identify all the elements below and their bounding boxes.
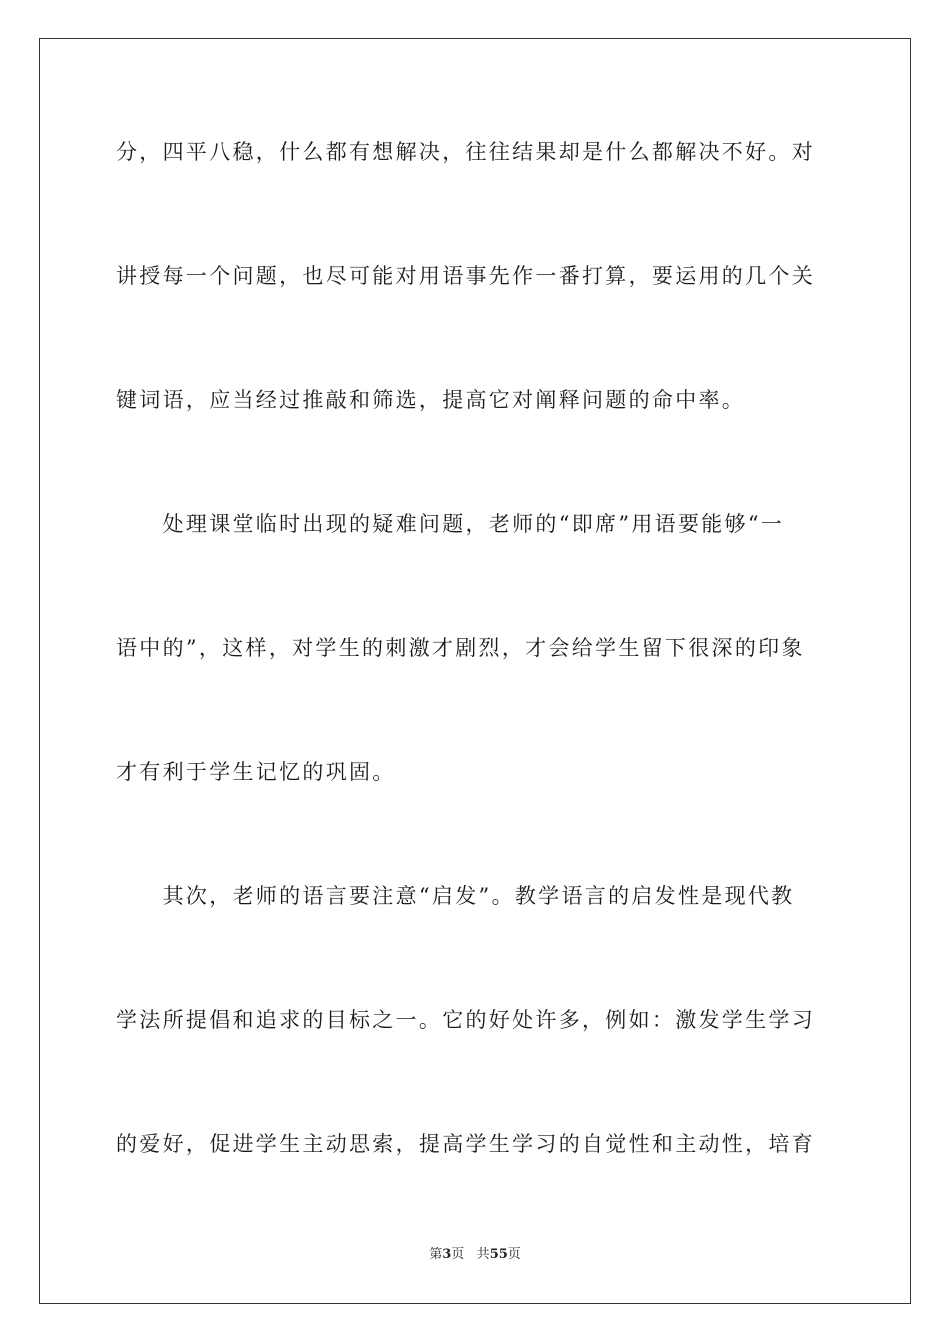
page-suffix: 页 [451, 1247, 465, 1262]
text-line: 键词语，应当经过推敲和筛选，提高它对阐释问题的命中率。 [116, 388, 746, 412]
text-line: 处理课堂临时出现的疑难问题，老师的“即席”用语要能够“一 [116, 512, 785, 536]
text-line: 分，四平八稳，什么都有想解决，往往结果却是什么都解决不好。对 [116, 140, 815, 164]
total-pages: 55 [489, 1247, 508, 1262]
total-prefix: 共 [476, 1247, 490, 1262]
text-line: 语中的”，这样，对学生的刺激才剧烈，才会给学生留下很深的印象 [116, 636, 805, 660]
page-frame [39, 38, 911, 1304]
total-suffix: 页 [507, 1247, 521, 1262]
text-line: 讲授每一个问题，也尽可能对用语事先作一番打算，要运用的几个关 [116, 264, 815, 288]
page-number: 3 [442, 1247, 452, 1262]
text-line: 的爱好，促进学生主动思索，提高学生学习的自觉性和主动性，培育 [116, 1132, 815, 1156]
page-footer [0, 1246, 950, 1264]
page-prefix: 第 [429, 1247, 443, 1262]
text-line: 其次，老师的语言要注意“启发”。教学语言的启发性是现代教 [116, 884, 795, 908]
text-line: 学法所提倡和追求的目标之一。它的好处许多，例如：激发学生学习 [116, 1008, 815, 1032]
text-line: 才有利于学生记忆的巩固。 [116, 760, 396, 784]
